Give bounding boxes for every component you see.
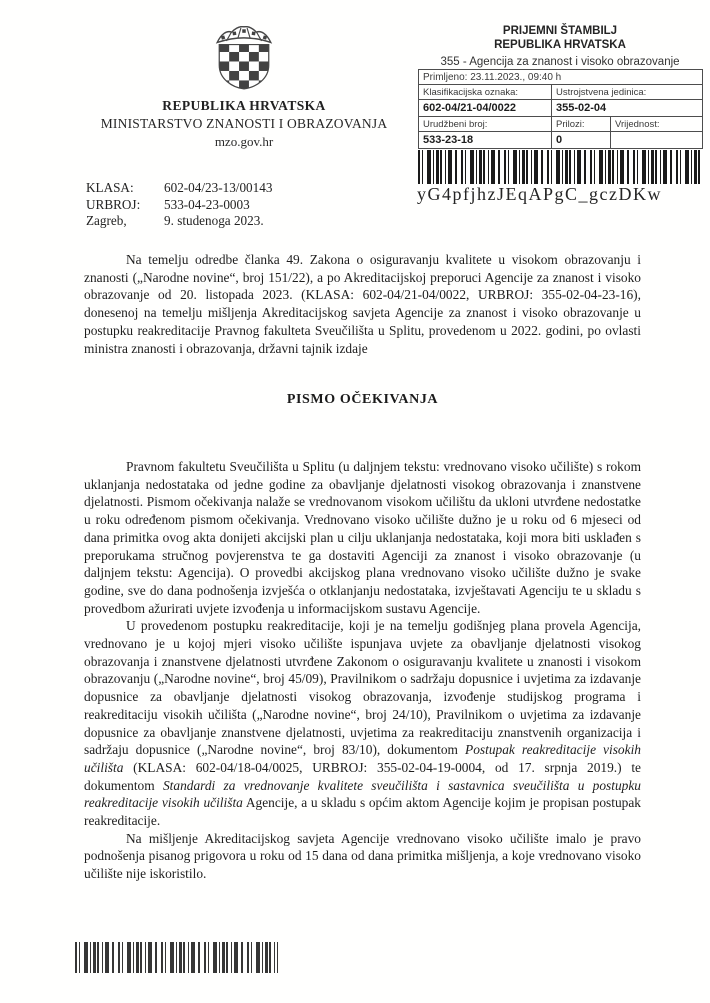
p3-italic-document-1: Postupak reakreditacije visokih učilišta [84, 742, 641, 775]
p3-part2: (KLASA: 602-04/18-04/0025, URBROJ: 355-02-04-19-0004, od 17. srpnja 2019.) te dokumentom [84, 759, 641, 793]
receipt-stamp [418, 24, 702, 149]
ministry-header [60, 26, 428, 150]
reference-klasa [86, 180, 272, 197]
stamp-value-prilozi: 0 [552, 132, 611, 149]
stamp-table [418, 69, 703, 149]
stamp-value-vrijednost [611, 132, 703, 149]
paragraph-appeal: Na mišljenje Akreditacijskog savjeta Agencije vrednovano visoko učilište imalo je pravo podnošenja pisanog prigovora u roku od 15 dana od dana primitka mišljenja, a koje vrednovano visoko učilište nije iskoristilo. [84, 830, 641, 882]
stamp-row-values-1 [419, 100, 703, 117]
stamp-row-labels-1 [419, 85, 703, 100]
paragraph-obligations: Pravnom fakultetu Sveučilišta u Splitu (u daljnjem tekstu: vrednovano visoko učilište) s rokom uklanjanja nedostataka od jedne godine za obavljanje djelatnosti visokog obrazovanja i znanstvene djelatnosti. Pismom očekivanja nalaže se vrednovanom visokom učilištu da ukloni utvrđene nedostatke u roku određenom pismom očekivanja. Vrednovano visoko učilište dužno je u roku od 6 mjeseci od dana primitka ovog akta donijeti akcijski plan u cilju uklanjanja nedostataka, koji mora biti usklađen s preporukama stručnog povjerenstva te ga dostaviti Agenciji za znanost i visoko obrazovanje (u daljnjem tekstu: Agencija). O provedbi akcijskog plana vrednovano visoko učilište dužno je svake godine, sve do dana podnošenja izvješća o otklanjanju nedostataka, izvještavati Agenciju te u skladu s provedbom ažurirati uvjete izvođenja u informacijskom sustavu Agencije. [84, 459, 641, 616]
stamp-label-prilozi: Prilozi: [552, 117, 611, 132]
header-ministry: MINISTARSTVO ZNANOSTI I OBRAZOVANJA [100, 116, 388, 131]
stamp-barcode-icon [418, 150, 702, 184]
p3-part3: Agencije, a u skladu s općim aktom Agencije kojim je propisan postupak reakreditacije. [84, 795, 641, 829]
stamp-label-ustrojstvena: Ustrojstvena jedinica: [552, 85, 703, 100]
stamp-title-line1: PRIJEMNI ŠTAMBILJ [502, 25, 618, 37]
document-title: PISMO OČEKIVANJA [286, 392, 439, 407]
stamp-label-klasifikacijska: Klasifikacijska oznaka: [419, 85, 552, 100]
header-website: mzo.gov.hr [214, 134, 274, 149]
reference-date [86, 213, 272, 230]
p3-italic-document-2: Standardi za vrednovanje kvalitete sveučilišta i sastavnica sveučilišta u postupku reakreditacije visokih učilišta [84, 777, 642, 811]
reference-urbroj [86, 197, 272, 214]
header-country: REPUBLIKA HRVATSKA [162, 98, 326, 113]
stamp-title-line2: REPUBLIKA HRVATSKA [494, 39, 626, 51]
stamp-value-ustrojstvena: 355-02-04 [552, 100, 703, 117]
stamp-label-vrijednost: Vrijednost: [611, 117, 703, 132]
klasa-value: 602-04/23-13/00143 [164, 180, 273, 195]
croatian-coat-of-arms-icon [213, 26, 275, 92]
paragraph-reaccreditation [84, 617, 641, 829]
body-paragraphs [84, 458, 641, 883]
place-label: Zagreb, [86, 213, 127, 228]
stamp-label-urudzbeni: Urudžbeni broj: [419, 117, 552, 132]
stamp-row-labels-2 [419, 117, 703, 132]
stamp-received: Primljeno: 23.11.2023., 09:40 h [419, 70, 703, 85]
stamp-value-urudzbeni: 533-23-18 [419, 132, 552, 149]
urbroj-value: 533-04-23-0003 [164, 196, 250, 212]
document-barcode-icon [75, 942, 278, 973]
date-value: 9. studenoga 2023. [164, 213, 264, 228]
stamp-row-values-2 [419, 132, 703, 149]
stamp-value-klasifikacijska: 602-04/21-04/0022 [419, 100, 552, 117]
stamp-barcode-text: yG4pfjhzJEqAPgC_gczDKw [417, 184, 662, 204]
stamp-row-received [419, 70, 703, 85]
preamble-paragraph: Na temelju odredbe članka 49. Zakona o osiguravanju kvalitete u visokom obrazovanju i znanosti („Narodne novine“, broj 151/22), a po Akreditacijskoj preporuci Agencije za znanost i visoko obrazovanje od 20. listopada 2023. (KLASA: 602-04/21-04/0022, URBROJ: 355-02-04-23-16), donesenoj na temelju mišljenja Akreditacijskog savjeta Agencije za znanost i visoko obrazovanje u postupku reakreditacije Pravnog fakulteta Sveučilišta u Splitu, provedenom u 2022. godini, po ovlasti ministra znanosti i obrazovanja, državni tajnik izdaje [84, 252, 641, 356]
klasa-label: KLASA: [86, 180, 134, 195]
p3-part1: U provedenom postupku reakreditacije, koji je na temelju godišnjeg plana provela Agencija, vrednovano je u kojoj mjeri visoko učilište ispunjava uvjete za obavljanje djelatnosti visokog obrazovanja i znanstvene djelatnosti utvrđene Zakonom o osiguravanju kvalitete u znanosti i visokom obrazovanju („Narodne novine“, broj 45/09), Pravilnikom o sadržaju dopusnice i uvjetima za izdavanje dopusnice za obavljanje djelatnosti visokog obrazovanja, izvođenje studijskog programa i reakreditaciju visokih učilišta („Narodne novine“, broj 24/10), Pravilnikom o uvjetima za izdavanje dopusnice za obavljanje znanstvene djelatnosti, uvjetima za reakreditaciju znanstvenih organizacija i sadržaju dopusnice („Narodne novine“, broj 83/10), dokumentom [84, 618, 641, 758]
stamp-agency-line: 355 - Agencija za znanost i visoko obrazovanje [440, 56, 680, 68]
reference-block [86, 180, 272, 230]
urbroj-label: URBROJ: [86, 196, 141, 212]
